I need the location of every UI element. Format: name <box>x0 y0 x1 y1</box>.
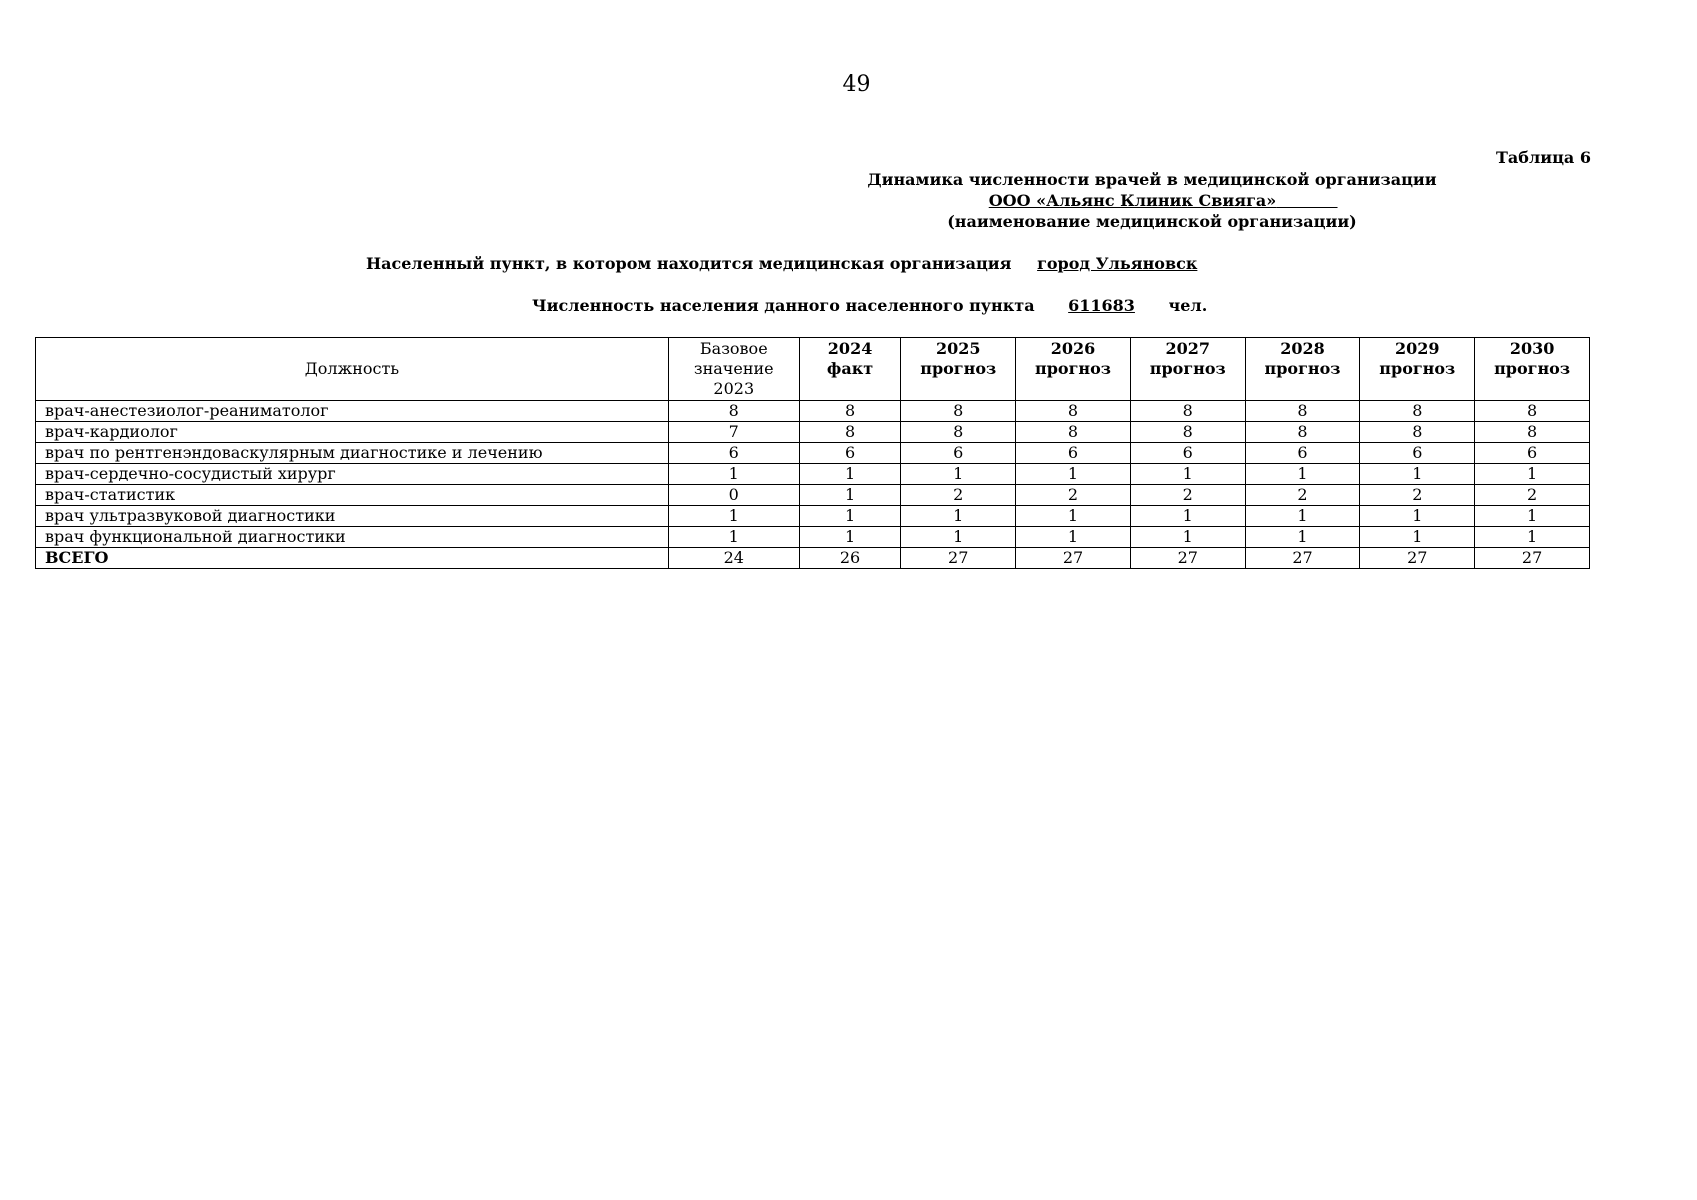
row-position: врач-кардиолог <box>36 422 669 443</box>
cell-value: 1 <box>1130 527 1245 548</box>
cell-value: 1 <box>1245 464 1360 485</box>
cell-value: 1 <box>1016 506 1131 527</box>
cell-value: 1 <box>1016 464 1131 485</box>
cell-value: 6 <box>668 443 799 464</box>
table-row <box>36 485 1590 506</box>
cell-value: 8 <box>901 422 1016 443</box>
cell-value: 1 <box>668 464 799 485</box>
cell-value: 8 <box>1245 401 1360 422</box>
table-row <box>36 401 1590 422</box>
cell-value: 1 <box>1360 527 1475 548</box>
page-number: 49 <box>842 72 871 97</box>
cell-value: 1 <box>668 506 799 527</box>
cell-value: 8 <box>1016 422 1131 443</box>
total-value: 27 <box>901 548 1016 569</box>
header-year-2025: 2025 прогноз <box>901 338 1016 401</box>
cell-value: 8 <box>799 422 901 443</box>
cell-value: 2 <box>1130 485 1245 506</box>
cell-value: 6 <box>1475 443 1590 464</box>
row-position: врач-анестезиолог-реаниматолог <box>36 401 669 422</box>
header-base-value: Базовое значение 2023 <box>668 338 799 401</box>
table-header-row <box>36 338 1590 401</box>
population-line <box>532 296 1207 315</box>
population-value: 611683 <box>1068 296 1135 315</box>
cell-value: 6 <box>901 443 1016 464</box>
cell-value: 8 <box>1130 401 1245 422</box>
total-value: 24 <box>668 548 799 569</box>
total-label: ВСЕГО <box>36 548 669 569</box>
table-label: Таблица 6 <box>1496 148 1591 167</box>
header-year-2029: 2029 прогноз <box>1360 338 1475 401</box>
cell-value: 6 <box>799 443 901 464</box>
population-unit: чел. <box>1168 296 1208 315</box>
total-value: 26 <box>799 548 901 569</box>
settlement-value: город Ульяновск <box>1037 254 1198 273</box>
cell-value: 0 <box>668 485 799 506</box>
header-year-2028: 2028 прогноз <box>1245 338 1360 401</box>
cell-value: 6 <box>1130 443 1245 464</box>
table-row <box>36 422 1590 443</box>
header-year-2027: 2027 прогноз <box>1130 338 1245 401</box>
table-row <box>36 464 1590 485</box>
header-position: Должность <box>36 338 669 401</box>
cell-value: 1 <box>799 485 901 506</box>
table-row <box>36 443 1590 464</box>
cell-value: 2 <box>901 485 1016 506</box>
cell-value: 8 <box>901 401 1016 422</box>
organization-caption: (наименование медицинской организации) <box>947 212 1357 231</box>
cell-value: 1 <box>901 464 1016 485</box>
staff-table <box>35 337 1590 569</box>
row-position: врач-статистик <box>36 485 669 506</box>
cell-value: 1 <box>668 527 799 548</box>
title-block <box>577 169 1697 232</box>
row-position: врач по рентгенэндоваскулярным диагностике и лечению <box>36 443 669 464</box>
cell-value: 8 <box>1130 422 1245 443</box>
cell-value: 1 <box>799 464 901 485</box>
cell-value: 1 <box>1245 527 1360 548</box>
cell-value: 8 <box>668 401 799 422</box>
cell-value: 1 <box>1130 464 1245 485</box>
cell-value: 1 <box>1016 527 1131 548</box>
total-value: 27 <box>1245 548 1360 569</box>
cell-value: 8 <box>1360 401 1475 422</box>
total-value: 27 <box>1016 548 1131 569</box>
cell-value: 1 <box>901 527 1016 548</box>
settlement-label: Населенный пункт, в котором находится медицинская организация <box>366 254 1012 273</box>
cell-value: 8 <box>1360 422 1475 443</box>
cell-value: 1 <box>1360 506 1475 527</box>
table-row <box>36 506 1590 527</box>
cell-value: 6 <box>1245 443 1360 464</box>
header-year-2026: 2026 прогноз <box>1016 338 1131 401</box>
cell-value: 7 <box>668 422 799 443</box>
cell-value: 8 <box>1016 401 1131 422</box>
row-position: врач ультразвуковой диагностики <box>36 506 669 527</box>
cell-value: 1 <box>1475 527 1590 548</box>
cell-value: 6 <box>1016 443 1131 464</box>
cell-value: 1 <box>901 506 1016 527</box>
total-value: 27 <box>1360 548 1475 569</box>
cell-value: 1 <box>1475 506 1590 527</box>
total-value: 27 <box>1475 548 1590 569</box>
header-year-2030: 2030 прогноз <box>1475 338 1590 401</box>
cell-value: 8 <box>1475 422 1590 443</box>
cell-value: 2 <box>1245 485 1360 506</box>
cell-value: 1 <box>1130 506 1245 527</box>
cell-value: 8 <box>1245 422 1360 443</box>
cell-value: 6 <box>1360 443 1475 464</box>
cell-value: 1 <box>1360 464 1475 485</box>
cell-value: 1 <box>799 527 901 548</box>
header-year-2024: 2024 факт <box>799 338 901 401</box>
cell-value: 1 <box>799 506 901 527</box>
cell-value: 2 <box>1360 485 1475 506</box>
cell-value: 8 <box>1475 401 1590 422</box>
row-position: врач функциональной диагностики <box>36 527 669 548</box>
row-position: врач-сердечно-сосудистый хирург <box>36 464 669 485</box>
organization-name: ООО «Альянс Клиник Свияга» <box>988 191 1277 210</box>
cell-value: 1 <box>1245 506 1360 527</box>
cell-value: 2 <box>1475 485 1590 506</box>
cell-value: 2 <box>1016 485 1131 506</box>
cell-value: 1 <box>1475 464 1590 485</box>
table-title: Динамика численности врачей в медицинской организации <box>867 170 1437 189</box>
table-row <box>36 527 1590 548</box>
table-total-row <box>36 548 1590 569</box>
settlement-line <box>366 254 1387 273</box>
cell-value: 8 <box>799 401 901 422</box>
total-value: 27 <box>1130 548 1245 569</box>
population-label: Численность населения данного населенного пункта <box>532 296 1035 315</box>
